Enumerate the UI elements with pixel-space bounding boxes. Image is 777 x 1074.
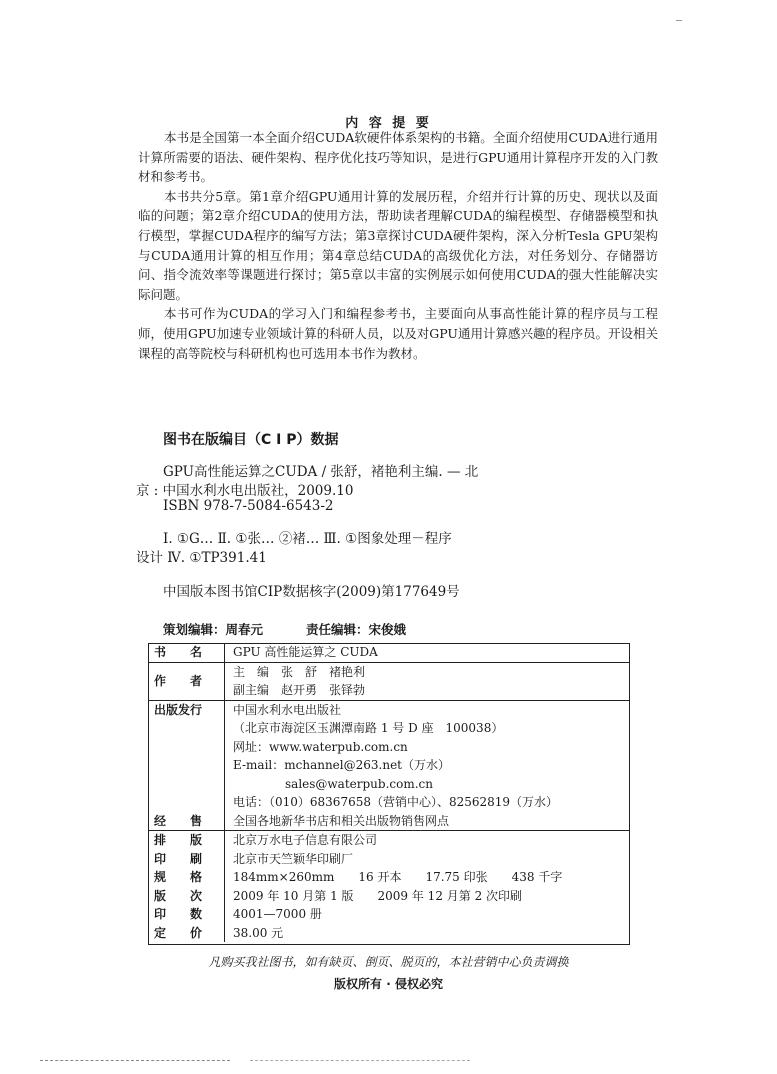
- responsible-editor: 责任编辑：宋俊娥: [306, 622, 407, 637]
- colophon-row: [148, 662, 630, 700]
- cip-line: GPU高性能运算之CUDA / 张舒，褚艳利主编. — 北: [163, 464, 479, 480]
- scan-artifact-line: [40, 1060, 230, 1061]
- cip-line: 京 : 中国水利水电出版社，2009.10: [136, 483, 354, 499]
- colophon-value: 北京万水电子信息有限公司: [233, 833, 378, 847]
- colophon-label: 出版发行: [148, 700, 225, 812]
- colophon-value: 全国各地新华书店和相关出版物销售网点: [233, 813, 450, 828]
- summary-paragraph: 本书共分5章。第1章介绍GPU通用计算的发展历程，介绍并行计算的历史、现状以及面临的问题；第2章介绍CUDA的使用方法，帮助读者理解CUDA的编程模型、存储器模型和执行模型，掌握CUDA程序的编写方法；第3章探讨CUDA硬件架构，深入分析Tesla GPU架构与CUDA通用计算的相互作用；第4章总结CUDA的高级优化方法，对任务划分、存储器访问、指令流效率等课题进行探讨；第5章以丰富的实例展示如何使用CUDA的强大性能解决实际问题。: [138, 188, 658, 302]
- colophon-label: 印 数: [148, 905, 225, 924]
- cip-line: 设计 Ⅳ. ①TP391.41: [136, 550, 267, 566]
- colophon-label: 版 次: [148, 887, 225, 906]
- colophon-value: 4001—7000 册: [233, 907, 322, 921]
- colophon-value: （北京市海淀区玉渊潭南路 1 号 D 座 100038）: [233, 721, 504, 735]
- colophon-row: [148, 700, 630, 812]
- scan-mark: [676, 20, 682, 21]
- summary-paragraph: 本书是全国第一本全面介绍CUDA软硬件体系架构的书籍。全面介绍使用CUDA进行通用计算所需要的语法、硬件架构、程序优化技巧等知识，是进行GPU通用计算程序开发的入门教材和参考书。: [138, 130, 658, 185]
- summary-paragraph: 本书可作为CUDA的学习入门和编程参考书，主要面向从事高性能计算的程序员与工程师，使用GPU加速专业领域计算的科研人员，以及对GPU通用计算感兴趣的程序员。开设相关课程的高等院校与科研机构也可选用本书作为教材。: [138, 306, 658, 361]
- colophon-value: 副主编 赵开勇 张铎勃: [233, 683, 366, 697]
- colophon-label: 作 者: [148, 662, 225, 700]
- colophon-label: 排 版: [148, 831, 225, 850]
- colophon-row: [148, 868, 630, 887]
- colophon-value: 184mm×260mm 16 开本 17.75 印张 438 千字: [233, 870, 563, 884]
- colophon-value: 38.00 元: [233, 925, 284, 940]
- colophon-value: 2009 年 10 月第 1 版 2009 年 12 月第 2 次印刷: [233, 888, 523, 903]
- colophon-row: [148, 924, 630, 943]
- colophon-row: [148, 850, 630, 869]
- colophon-row: [148, 831, 630, 850]
- colophon-label: 规 格: [148, 868, 225, 887]
- colophon-row: [148, 812, 630, 831]
- colophon-table: [148, 643, 630, 942]
- cip-approval-number: 中国版本图书馆CIP数据核字(2009)第177649号: [163, 584, 460, 600]
- cip-line: ISBN 978-7-5084-6543-2: [163, 498, 334, 514]
- colophon-row: [148, 887, 630, 906]
- colophon-value: 主 编 张 舒 褚艳利: [233, 664, 366, 679]
- cip-line: Ⅰ. ①G… Ⅱ. ①张… ②褚… Ⅲ. ①图象处理－程序: [163, 531, 452, 547]
- cip-heading: 图书在版编目（C I P）数据: [163, 432, 339, 448]
- return-notice: 凡购买我社图书，如有缺页、倒页、脱页的，本社营销中心负责调换: [208, 955, 569, 969]
- summary-text: [138, 128, 658, 363]
- colophon-label: 定 价: [148, 924, 225, 943]
- colophon-value: 北京市天竺颖华印刷厂: [233, 851, 354, 866]
- scan-artifact-line: [250, 1060, 470, 1061]
- colophon-label: 印 刷: [148, 850, 225, 869]
- colophon-value: 中国水利水电出版社: [233, 702, 342, 717]
- planning-editor: 策划编辑：周春元: [163, 622, 264, 637]
- colophon-value: sales@waterpub.com.cn: [285, 776, 433, 791]
- colophon-value: 电话：（010）68367658（营销中心）、82562819（万水）: [233, 795, 559, 809]
- copyright-notice: 版权所有 · 侵权必究: [334, 977, 443, 991]
- colophon-value: 网址：www.waterpub.com.cn: [233, 739, 408, 754]
- colophon-label: 书 名: [148, 643, 225, 662]
- colophon-label: 经 售: [148, 812, 225, 831]
- colophon-value: E-mail：mchannel@263.net（万水）: [233, 758, 450, 772]
- summary-title: 内 容 提 要: [345, 116, 432, 131]
- colophon-row: [148, 905, 630, 924]
- colophon-value: GPU 高性能运算之 CUDA: [233, 645, 378, 659]
- colophon-row: [148, 643, 630, 662]
